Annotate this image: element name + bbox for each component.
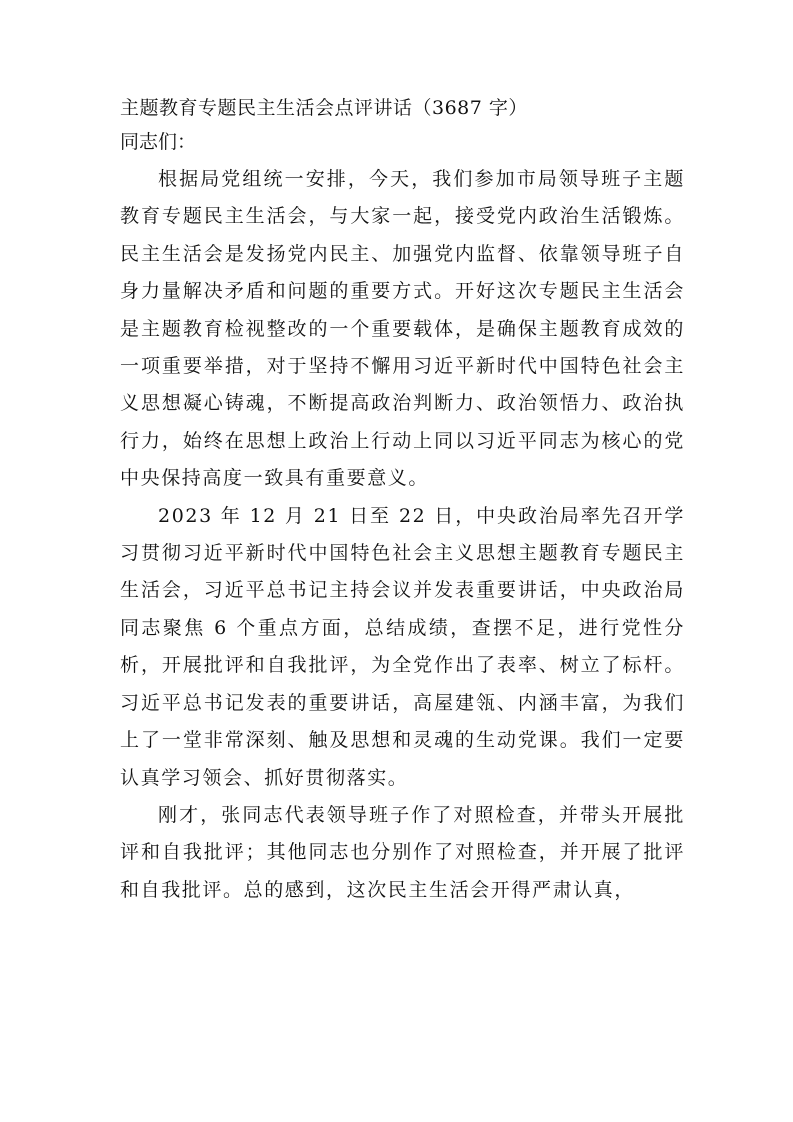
paragraph-central-meeting: 2023 年 12 月 21 日至 22 日，中央政治局率先召开学习贯彻习近平新时代中国特色社会主义思想主题教育专题民主生活会，习近平总书记主持会议并发表重要讲话，中央政治局同志聚焦 6 个重点方面，总结成绩，查摆不足，进行党性分析，开展批评和自我批评，为全党作出了表率、树立了标杆。习近平总书记发表的重要讲话，高屋建瓴、内涵丰富，为我们上了一堂非常深刻、触及思想和灵魂的生动党课。我们一定要认真学习领会、抓好贯彻落实。 (120, 504, 685, 789)
document-title: 主题教育专题民主生活会点评讲话（3687 字） (120, 97, 528, 119)
salutation: 同志们： (120, 131, 197, 153)
document-body (120, 93, 685, 909)
paragraph-intro: 根据局党组统一安排，今天，我们参加市局领导班子主题教育专题民主生活会，与大家一起，接受党内政治生活锻炼。民主生活会是发扬党内民主、加强党内监督、依靠领导班子自身力量解决矛盾和问题的重要方式。开好这次专题民主生活会是主题教育检视整改的一个重要载体，是确保主题教育成效的一项重要举措，对于坚持不懈用习近平新时代中国特色社会主义思想凝心铸魂，不断提高政治判断力、政治领悟力、政治执行力，始终在思想上政治上行动上同以习近平同志为核心的党中央保持高度一致具有重要意义。 (120, 168, 685, 490)
paragraph-evaluation: 刚才，张同志代表领导班子作了对照检查，并带头开展批评和自我批评；其他同志也分别作了对照检查，并开展了批评和自我批评。总的感到，这次民主生活会开得严肃认真， (120, 803, 685, 901)
